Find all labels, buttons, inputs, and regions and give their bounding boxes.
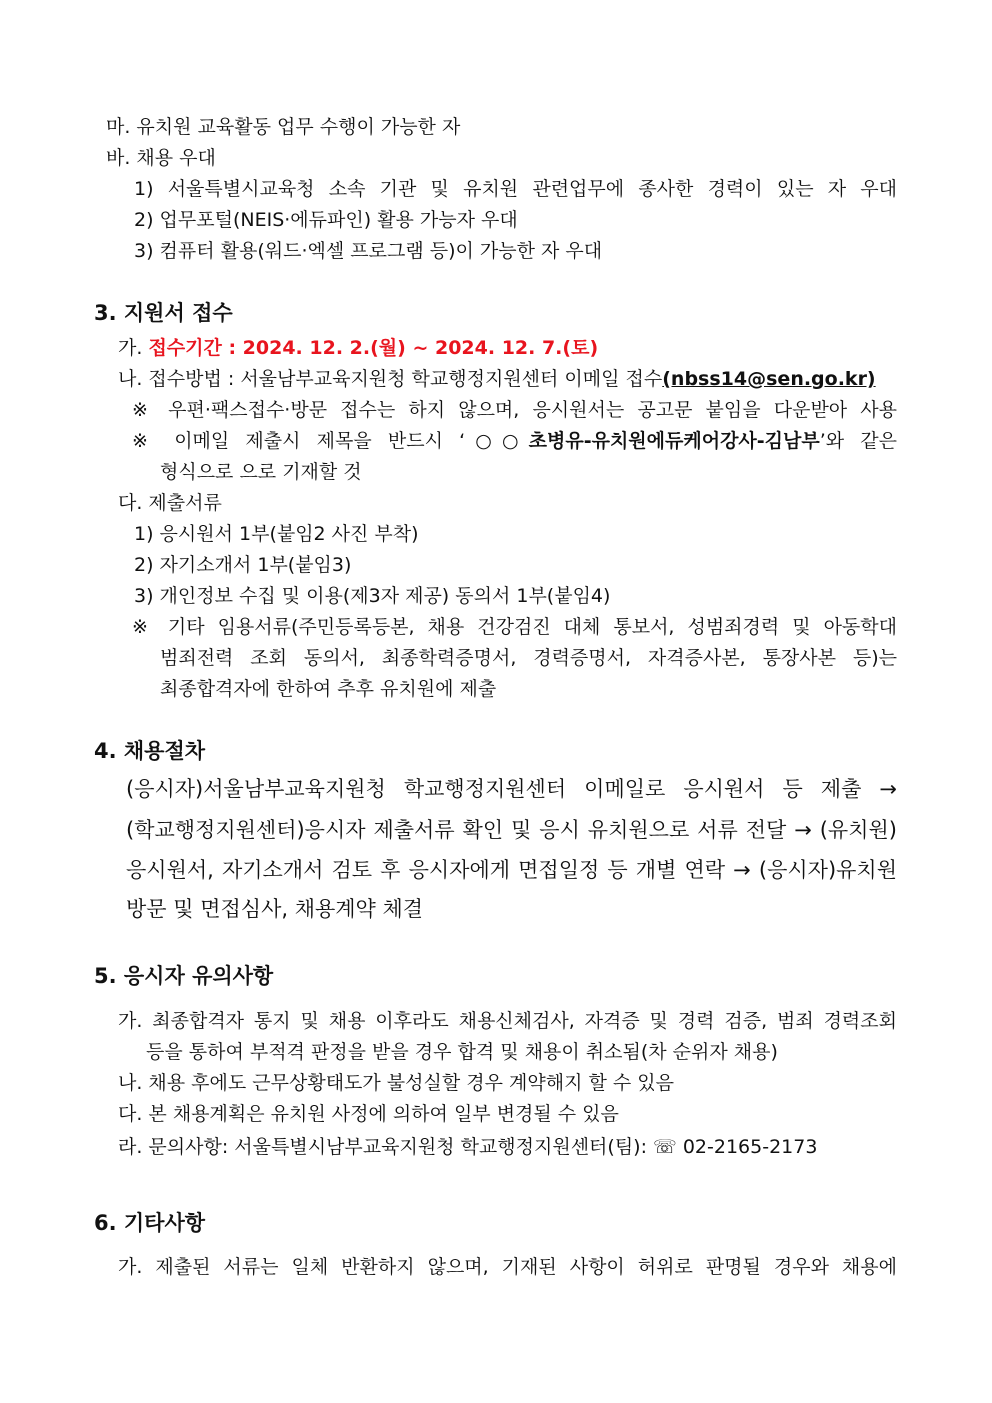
- subject-example: ○○초병유-유치원에듀케어강사-김남부: [465, 430, 820, 452]
- section-title: 5. 응시자 유의사항: [94, 964, 274, 988]
- application-period: [118, 336, 598, 360]
- procedure-line: 응시원서, 자기소개서 검토 후 응시자에게 면접일정 등 개별 연락 → (응시자)유치원: [126, 858, 897, 882]
- document-item: 2) 자기소개서 1부(붙임3): [134, 554, 352, 576]
- note-text: ’와 같은: [819, 430, 897, 452]
- preference-item: 3) 컴퓨터 활용(워드·엑셀 프로그램 등)이 가능한 자 우대: [134, 240, 603, 262]
- eligibility-item-ba: 바. 채용 우대: [106, 147, 216, 169]
- email-address: (nbss14@sen.go.kr): [662, 368, 876, 390]
- application-method: [118, 367, 876, 391]
- procedure-line: (학교행정지원센터)응시자 제출서류 확인 및 응시 유치원으로 서류 전달 → (유치원): [126, 818, 897, 842]
- section-title: 4. 채용절차: [94, 739, 206, 763]
- item-prefix: 가.: [118, 337, 149, 359]
- notice-continuation: 등을 통하여 부적격 판정을 받을 경우 합격 및 채용이 취소됨(차 순위자 채용): [146, 1041, 778, 1063]
- preference-item: 2) 업무포털(NEIS·에듀파인) 활용 가능자 우대: [134, 209, 518, 231]
- document-item: 1) 응시원서 1부(붙임2 사진 부착): [134, 523, 419, 545]
- other-item: 가. 제출된 서류는 일체 반환하지 않으며, 기재된 사항이 허위로 판명될 경우와 채용에: [118, 1256, 897, 1278]
- procedure-line: (응시자)서울남부교육지원청 학교행정지원센터 이메일로 응시원서 등 제출 →: [126, 777, 897, 801]
- contact-info: 라. 문의사항: 서울특별시남부교육지원청 학교행정지원센터(팀): ☏ 02-2165-2173: [118, 1136, 818, 1158]
- document-item: 3) 개인정보 수집 및 이용(제3자 제공) 동의서 1부(붙임4): [134, 585, 611, 607]
- notice-item: 나. 채용 후에도 근무상황태도가 불성실할 경우 계약해지 할 수 있음: [118, 1072, 674, 1094]
- notice-item: 다. 본 채용계획은 유치원 사정에 의하여 일부 변경될 수 있음: [118, 1103, 619, 1125]
- eligibility-item-ma: 마. 유치원 교육활동 업무 수행이 가능한 자: [106, 116, 461, 138]
- note-continuation: 형식으로 으로 기재할 것: [160, 461, 362, 483]
- notice-item: 가. 최종합격자 통지 및 채용 이후라도 채용신체검사, 자격증 및 경력 검증, 범죄 경력조회: [118, 1010, 897, 1032]
- note-item: ※ 기타 임용서류(주민등록등본, 채용 건강검진 대체 통보서, 성범죄경력 및 아동학대: [132, 616, 897, 638]
- section-title: 3. 지원서 접수: [94, 301, 233, 325]
- note-item: [132, 429, 897, 453]
- procedure-line: 방문 및 면접심사, 채용계약 체결: [126, 897, 424, 921]
- section-title: 6. 기타사항: [94, 1211, 206, 1235]
- period-text: 접수기간 : 2024. 12. 2.(월) ~ 2024. 12. 7.(토): [148, 337, 599, 359]
- method-text: 나. 접수방법 : 서울남부교육지원청 학교행정지원센터 이메일 접수: [118, 368, 663, 390]
- note-continuation: 최종합격자에 한하여 추후 유치원에 제출: [160, 678, 497, 700]
- note-continuation: 범죄전력 조회 동의서, 최종학력증명서, 경력증명서, 자격증사본, 통장사본 등)는: [160, 647, 897, 669]
- note-item: ※ 우편·팩스접수·방문 접수는 하지 않으며, 응시원서는 공고문 붙임을 다운받아 사용: [132, 399, 897, 421]
- note-text: ※ 이메일 제출시 제목을 반드시 ‘: [132, 430, 466, 452]
- documents-heading: 다. 제출서류: [118, 492, 222, 514]
- preference-item: 1) 서울특별시교육청 소속 기관 및 유치원 관련업무에 종사한 경력이 있는 자 우대: [134, 178, 897, 200]
